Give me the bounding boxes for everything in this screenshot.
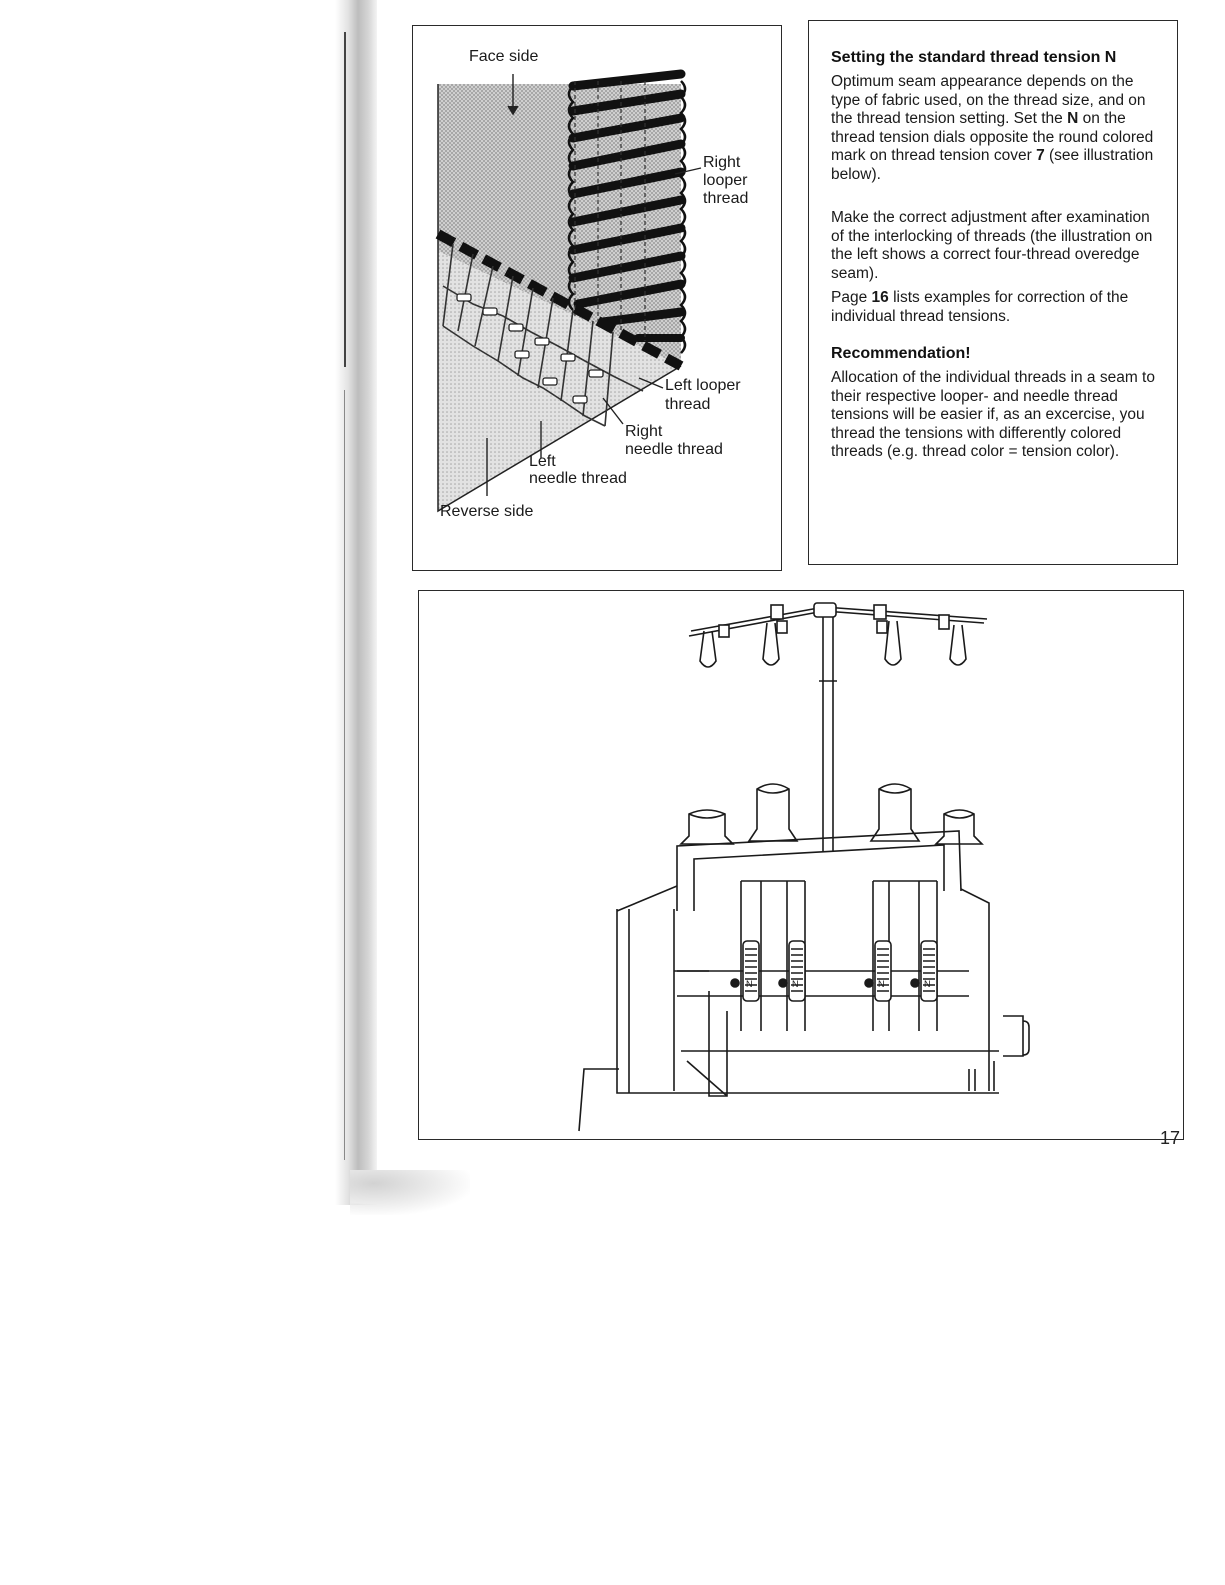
right-looper-label-3: thread (703, 190, 749, 207)
reverse-side-label: Reverse side (440, 503, 534, 520)
thread-stand (689, 603, 987, 851)
left-needle-label-2: needle thread (529, 470, 627, 487)
left-looper-label-1: Left looper (665, 377, 741, 394)
right-needle-label-2: needle thread (625, 441, 723, 458)
standard-tension-paragraph-3: Page 16 lists examples for correction of the individual thread tensions. (831, 289, 1129, 325)
instructions-panel (808, 20, 1178, 565)
right-looper-label-2: looper (703, 172, 748, 189)
scan-spine-shadow (335, 0, 377, 1205)
four-thread-overedge-seam-illustration (413, 26, 781, 570)
recommendation-heading: Recommendation! (831, 345, 971, 362)
right-needle-label-1: Right (625, 423, 663, 440)
standard-tension-paragraph-1: Optimum seam appearance depends on the type of fabric used, on the thread size, and on the thread tension setting. Set the N on the thread tension dials opposite the round colored mark on thread tension cover 7 (see illustration below). (831, 73, 1154, 183)
serger-tension-dials-illustration (419, 591, 1183, 1139)
machine-illustration-panel (418, 590, 1184, 1140)
scan-page-edge-bottom (344, 390, 345, 1160)
left-looper-label-2: thread (665, 396, 711, 413)
scan-page-edge-top (344, 32, 346, 367)
dial-mark-3: N (878, 979, 885, 989)
thread-cones (681, 784, 982, 844)
left-needle-label-1: Left (529, 453, 556, 470)
right-looper-label-1: Right (703, 154, 741, 171)
face-side-label: Face side (469, 48, 539, 65)
seam-illustration-panel (412, 25, 782, 571)
recommendation-paragraph: Allocation of the individual threads in a seam to their respective looper- and needle thread tensions will be easier if, as an excercise, you thread the tensions with differently colored threads (e.g. thread color = tension color). (831, 369, 1155, 460)
dial-mark-2: N (792, 979, 799, 989)
page-number: 17 (1160, 1128, 1181, 1148)
dial-mark-1: N (746, 979, 753, 989)
scan-spine-tail (350, 1170, 470, 1215)
standard-tension-paragraph-2: Make the correct adjustment after examination of the interlocking of threads (the illustration on the left shows a correct four-thread overedge seam). (831, 209, 1153, 282)
dial-mark-4: N (924, 979, 931, 989)
standard-tension-heading: Setting the standard thread tension N (831, 49, 1117, 66)
